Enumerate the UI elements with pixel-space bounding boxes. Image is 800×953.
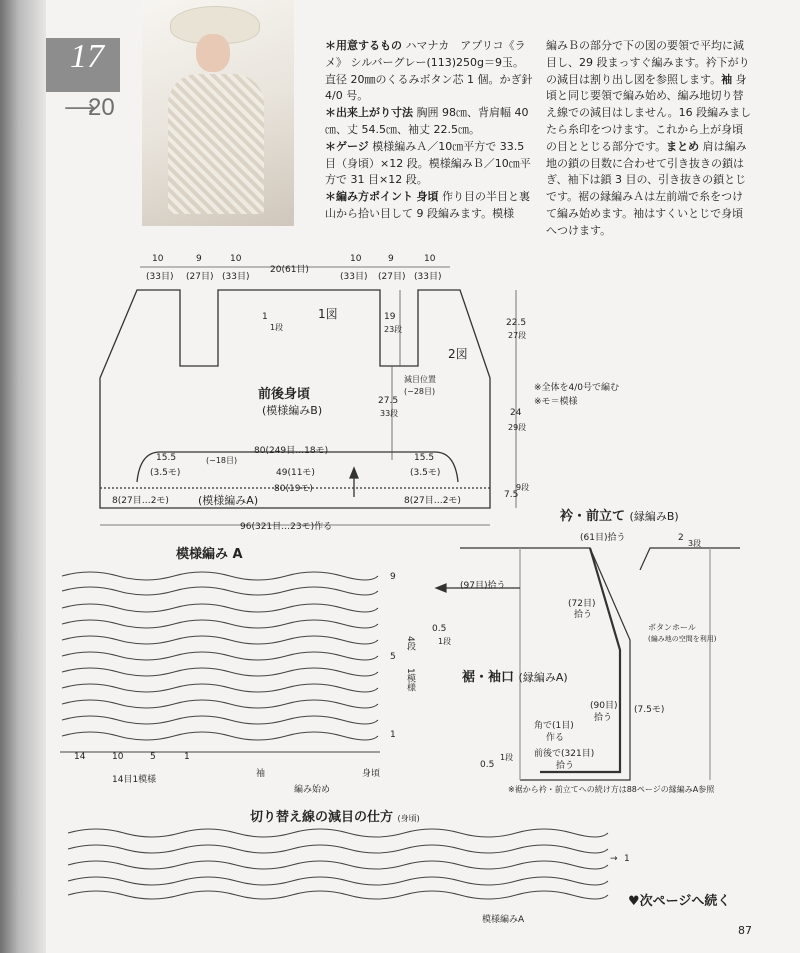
top-dim-5: 10 xyxy=(350,254,362,264)
width-right-35: (3.5モ) xyxy=(410,468,441,478)
width-80-sts: 80(249目…18モ) xyxy=(254,446,329,456)
instruction-text: 肩は編み地の鎖の目数に合わせて引き抜きの鎖はぎ、袖下は鎖 3 目の、引き抜きの鎖とじです。裾の縁編みＡは左前端で糸をつけて編み始めます。袖はすくいとじで身頃へつけます。 xyxy=(546,139,747,237)
collar-h05: 0.5 xyxy=(432,624,447,634)
instruction-heading: 身頃 xyxy=(416,190,439,204)
total-width: 96(321目…23モ)作る xyxy=(240,522,333,532)
top-sub-2: (27目) xyxy=(186,272,214,282)
instruction-text: 編みＢの部分で下の図の要領で平均に減目し、29 段まっすぐ編みます。衿下がりの減目は割り出し図を参照します。 xyxy=(546,39,750,86)
collar-rows: 2 xyxy=(678,533,684,543)
buttonhole-note: (編み地の空間を利用) xyxy=(648,635,717,643)
right-bottom-rows: 9段 xyxy=(516,483,530,492)
collar-rows-unit: 3段 xyxy=(688,539,702,548)
top-dim-2: 9 xyxy=(196,254,202,264)
collar-title xyxy=(560,505,679,524)
top-sub-6: (33目) xyxy=(414,272,442,282)
pattern-a-stitch-repeat: 14目1模様 xyxy=(112,775,157,785)
width-right-155: 15.5 xyxy=(414,453,435,463)
stitch-5: 5 xyxy=(150,752,156,762)
width-80-pattern: 80(19モ) xyxy=(274,484,313,494)
instruction-heading: まとめ xyxy=(666,139,700,153)
switch-title-text: 切り替え線の減目の仕方 xyxy=(250,810,394,825)
body-label: 身頃 xyxy=(362,769,381,779)
hem-75: (7.5モ) xyxy=(634,705,665,715)
hem-title-sub: (縁編みA) xyxy=(518,671,568,684)
instruction-heading: ＊出来上がり寸法 xyxy=(325,106,413,120)
decrease-position: 減目位置 xyxy=(404,375,436,384)
front-back-pick-2: 拾う xyxy=(556,761,575,771)
start-label: 編み始め xyxy=(294,785,331,795)
collar-pick-61: (61目)拾う xyxy=(580,533,626,543)
instruction-text: 身頃と同じ要領で編み始め、編み地切り替え線での減目はしません。16 段編みましたら糸印をつけます。これから上が身頃の目ととじる部分です。 xyxy=(546,72,752,153)
stitch-14: 14 xyxy=(74,752,86,762)
sleeve-label: 袖 xyxy=(256,769,266,779)
collar-note: ※裾から衿・前立てへの続け方は88ページの縁編みA参照 xyxy=(508,785,715,794)
hem-left: 8(27目…2モ) xyxy=(112,496,169,506)
note-needle: ※全体を4/0号で編む xyxy=(534,383,620,393)
hem-pattern: (模様編みA) xyxy=(198,494,259,507)
neck-depth-rows: 23段 xyxy=(384,325,403,334)
page-number: 87 xyxy=(738,924,752,937)
top-dim-3: 10 xyxy=(230,254,242,264)
instruction-heading: ＊編み方ポイント xyxy=(325,190,413,204)
width-49: 49(11モ) xyxy=(276,468,315,478)
pattern-a-title: 模様編み A xyxy=(176,547,243,562)
instruction-heading: ＊用意するもの xyxy=(325,39,402,52)
top-sub-3: (33目) xyxy=(222,272,250,282)
top-sub-5: (27目) xyxy=(378,272,406,282)
switch-pattern-label: 模様編みA xyxy=(482,915,525,925)
mid-height: 27.5 xyxy=(378,396,399,406)
collar-h05-rows: 1段 xyxy=(438,637,452,646)
width-decrease: (−18目) xyxy=(206,456,238,465)
hem-title-text: 裾・袖口 xyxy=(462,670,515,685)
pattern-a-row-1: 1 xyxy=(390,730,396,740)
top-dim-6: 9 xyxy=(388,254,394,264)
right-bottom-dim: 7.5 xyxy=(504,490,519,500)
corner-note: 角で(1目) xyxy=(534,721,574,731)
switch-title-sub: (身頃) xyxy=(397,814,420,823)
switch-row-1: 1 xyxy=(624,854,630,864)
stitch-10: 10 xyxy=(112,752,124,762)
hem-title xyxy=(462,666,568,685)
hem-right: 8(27目…2モ) xyxy=(404,496,461,506)
neck-dim-rows: 1段 xyxy=(270,323,284,332)
body-title: 前後身頃 xyxy=(258,387,311,402)
collar-title-text: 衿・前立て xyxy=(560,509,626,524)
collar-title-sub: (縁編みB) xyxy=(629,510,679,523)
pattern-a-repeat-2: 1模様 xyxy=(405,668,415,692)
neck-depth: 19 xyxy=(384,312,396,322)
pattern-a-repeat: 4段 xyxy=(405,636,415,651)
decrease-position-count: (−28目) xyxy=(404,387,436,396)
front-back-pick: 前後で(321目) xyxy=(534,749,595,759)
hem-h05: 0.5 xyxy=(480,760,495,770)
instruction-text: ハマナカ アプリコ《ラメ》 シルバーグレー(113)250g＝9玉。直径 20㎜のくるみボタン芯 1 個。かぎ針 4/0 号。 xyxy=(325,39,533,103)
corner-note-2: 作る xyxy=(546,733,565,743)
pattern-subnumber: 20 xyxy=(88,94,115,121)
width-left-155: 15.5 xyxy=(156,453,177,463)
collar-pick-97: (97目)拾う xyxy=(460,581,506,591)
collar-pick-72-unit: 拾う xyxy=(574,610,593,620)
pattern-a-row-5: 5 xyxy=(390,652,396,662)
right-top-dim: 22.5 xyxy=(506,318,527,328)
hem-h05-rows: 1段 xyxy=(500,753,514,762)
collar-pick-72: (72目) xyxy=(568,599,596,609)
hem-pick-90-unit: 拾う xyxy=(594,713,613,723)
right-mid-dim: 24 xyxy=(510,408,522,418)
arrow-icon: ⟶ xyxy=(64,96,96,121)
note-abbrev: ※モ＝模様 xyxy=(534,397,578,407)
switch-title xyxy=(250,806,420,825)
top-sub-4: (33目) xyxy=(340,272,368,282)
hem-pick-90: (90目) xyxy=(590,701,618,711)
continue-note: ♥次ページへ続く xyxy=(628,894,731,909)
instruction-heading: ＊ゲージ xyxy=(325,139,369,153)
pattern-a-row-9: 9 xyxy=(390,572,396,582)
instruction-text: 作り目の半目と裏山から拾い目して 9 段編みます。模様 xyxy=(325,190,530,220)
right-mid-rows: 29段 xyxy=(508,423,527,432)
top-dim-7: 10 xyxy=(424,254,436,264)
top-sub-1: (33目) xyxy=(146,272,174,282)
buttonhole-label: ボタンホール xyxy=(648,623,696,632)
stitch-1: 1 xyxy=(184,752,190,762)
body-subtitle: (模様編みB) xyxy=(262,404,323,417)
pattern-number: 17 xyxy=(70,38,104,75)
top-dim-1: 10 xyxy=(152,254,164,264)
right-top-rows: 27段 xyxy=(508,331,527,340)
neck-dim: 1 xyxy=(262,312,268,322)
switch-row-arrow: → xyxy=(610,854,618,864)
fig2-label: 2図 xyxy=(448,347,468,361)
instruction-heading: 袖 xyxy=(721,72,733,86)
fig1-label: 1図 xyxy=(318,307,338,321)
top-dim-4: 20(61目) xyxy=(270,265,309,275)
mid-height-rows: 33段 xyxy=(380,409,399,418)
instruction-text: 胸囲 98㎝、背肩幅 40㎝、丈 54.5㎝、袖丈 22.5㎝。 xyxy=(325,106,529,136)
instruction-text: 模様編みＡ／10㎝平方で 33.5 目（身頃）×12 段。模様編みＢ／10㎝平方で 31 目×12 段。 xyxy=(325,139,531,187)
width-left-35: (3.5モ) xyxy=(150,468,181,478)
